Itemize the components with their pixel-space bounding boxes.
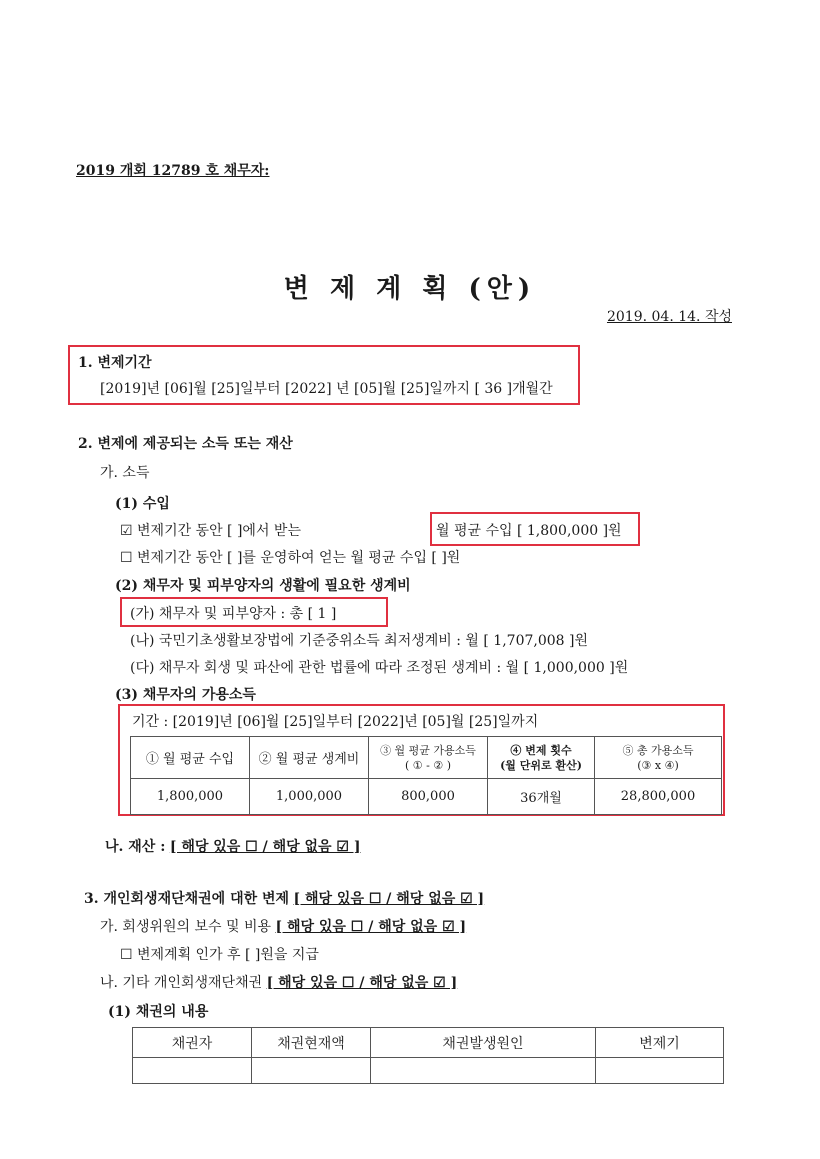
checked-box-icon[interactable]: ☑ (120, 523, 133, 539)
table-header-cell (250, 737, 369, 779)
available-income-period: 기간 : [2019]년 [06]월 [25]일부터 [2022]년 [05]월 [25]일까지 (132, 714, 539, 730)
table-cell: 28,800,000 (595, 779, 722, 815)
monthly-income: 월 평균 수입 [ 1,800,000 ]원 (436, 523, 622, 539)
section-3-heading: 3. 개인회생재단채권에 대한 변제 (84, 891, 290, 907)
property-label: 나. 재산 : (105, 839, 166, 855)
header-sublabel: (월 단위로 환산) (500, 758, 582, 772)
header-label: ④ 변제 횟수 (510, 743, 572, 757)
table-header-row (131, 737, 722, 779)
available-income-heading: (3) 채무자의 가용소득 (115, 687, 256, 703)
table-header-cell: 채권현재액 (252, 1028, 371, 1058)
income-subheading: 가. 소득 (100, 465, 150, 481)
section-3-selection[interactable]: [ 해당 있음 ☐ / 해당 없음 ☑ ] (293, 891, 485, 907)
header-label: ① 월 평균 수입 (145, 752, 235, 767)
table-cell: 800,000 (369, 779, 488, 815)
repayment-period: [2019]년 [06]월 [25]일부터 [2022] 년 [05]월 [25]일까지 [ 36 ]개월간 (100, 381, 553, 397)
dependents-count: (가) 채무자 및 피부양자 : 총 [ 1 ] (130, 606, 337, 622)
other-claims-line (100, 972, 457, 992)
commissioner-fee-line (100, 916, 466, 936)
section-3-line (84, 888, 484, 908)
header-label: ③ 월 평균 가용소득 (380, 743, 476, 757)
commissioner-fee-item: ☐ 변제계획 인가 후 [ ]원을 지급 (120, 947, 319, 963)
adjusted-living-cost: (다) 채무자 회생 및 파산에 관한 법률에 따라 조정된 생계비 : 월 [ 1,000,000 ]원 (130, 660, 629, 676)
header-sublabel: (③ x ④) (637, 758, 679, 772)
income-option-2 (120, 547, 460, 567)
income-option-2-text: 변제기간 동안 [ ]를 운영하여 얻는 월 평균 수입 [ ]원 (137, 550, 461, 566)
property-selection[interactable]: [ 해당 있음 ☐ / 해당 없음 ☑ ] (169, 839, 361, 855)
table-cell (596, 1058, 724, 1084)
other-claims-selection[interactable]: [ 해당 있음 ☐ / 해당 없음 ☑ ] (266, 975, 458, 991)
page-title: 변 제 계 획 (안) (283, 274, 537, 304)
table-cell (133, 1058, 252, 1084)
income-option-1 (120, 520, 301, 540)
table-cell: 36개월 (488, 779, 595, 815)
commissioner-fee-label: 가. 회생위원의 보수 및 비용 (100, 919, 272, 935)
section-1-heading: 1. 변제기간 (78, 355, 152, 371)
table-header-cell (369, 737, 488, 779)
available-income-table (130, 736, 722, 815)
table-header-cell: 변제기 (596, 1028, 724, 1058)
income-option-1-text: 변제기간 동안 [ ]에서 받는 (137, 523, 301, 539)
table-header-row (133, 1028, 724, 1058)
unchecked-box-icon[interactable]: ☐ (120, 550, 133, 566)
claims-table (132, 1027, 724, 1084)
table-header-cell (488, 737, 595, 779)
header-label: ⑤ 총 가용소득 (622, 743, 694, 757)
living-cost-heading: (2) 채무자 및 피부양자의 생활에 필요한 생계비 (115, 578, 411, 594)
section-2-heading: 2. 변제에 제공되는 소득 또는 재산 (78, 436, 293, 452)
commissioner-fee-selection[interactable]: [ 해당 있음 ☐ / 해당 없음 ☑ ] (275, 919, 467, 935)
header-label: ② 월 평균 생계비 (258, 752, 360, 767)
table-header-cell (595, 737, 722, 779)
income-heading: (1) 수입 (115, 496, 170, 512)
property-line (105, 836, 360, 856)
table-row (133, 1058, 724, 1084)
header-sublabel: ( ① - ② ) (404, 758, 451, 772)
document-date: 2019. 04. 14. 작성 (606, 309, 732, 325)
minimum-living-cost: (나) 국민기초생활보장법에 기준중위소득 최저생계비 : 월 [ 1,707,008 ]원 (130, 633, 588, 649)
table-cell: 1,000,000 (250, 779, 369, 815)
table-cell (252, 1058, 371, 1084)
other-claims-label: 나. 기타 개인회생재단채권 (100, 975, 263, 991)
table-cell: 1,800,000 (131, 779, 250, 815)
table-header-cell: 채권자 (133, 1028, 252, 1058)
table-header-cell: 채권발생원인 (371, 1028, 596, 1058)
table-cell (371, 1058, 596, 1084)
table-header-cell (131, 737, 250, 779)
claim-content-heading: (1) 채권의 내용 (108, 1004, 209, 1020)
table-row (131, 779, 722, 815)
case-header: 2019 개회 12789 호 채무자: (76, 163, 270, 179)
